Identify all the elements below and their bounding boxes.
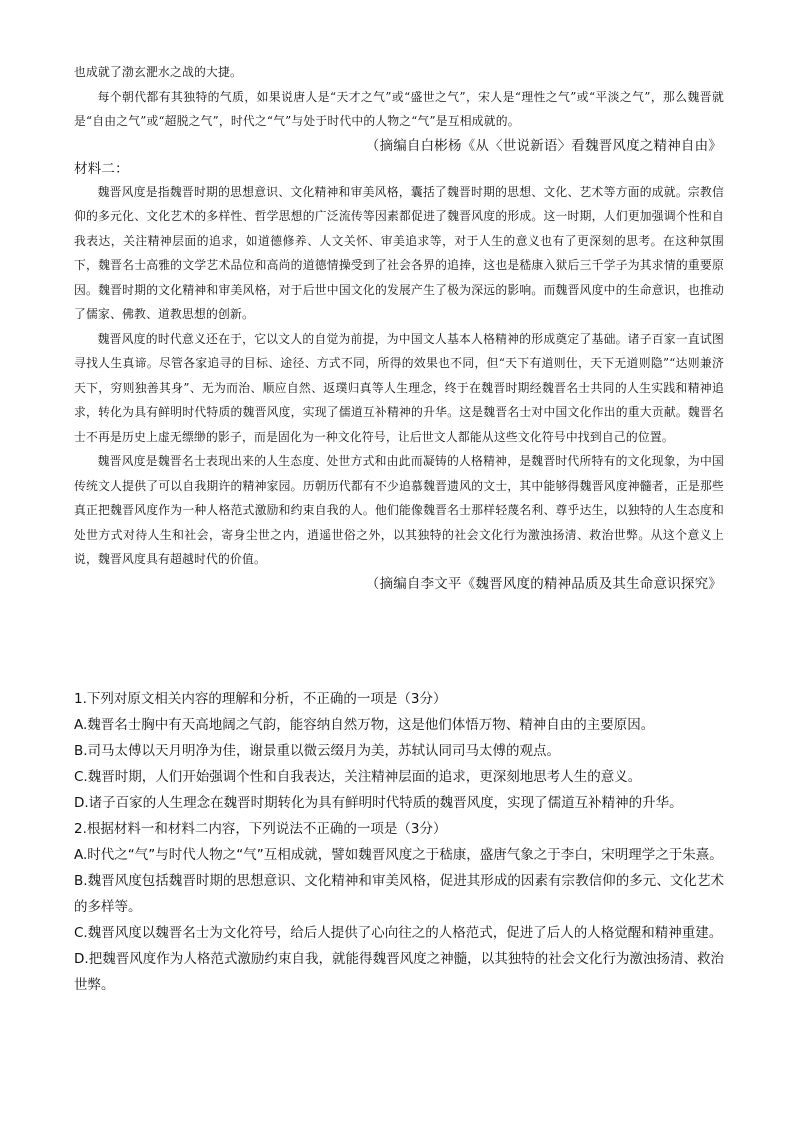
option-d: D.把魏晋风度作为人格范式激励约束自我，就能得魏晋风度之神髓，以其独特的社会文化行为激浊扬清、救治世弊。 [74, 951, 724, 993]
option-b: B.魏晋风度包括魏晋时期的思想意识、文化精神和审美风格，促进其形成的因素有宗教信仰的多元、文化艺术的多样等。 [74, 873, 724, 915]
source-citation: （摘编自白彬杨《从〈世说新语〉看魏晋风度之精神自由》 [365, 137, 722, 154]
reading-passage [74, 60, 724, 596]
option-a: A.时代之“气”与时代人物之“气”互相成就，譬如魏晋风度之于嵇康，盛唐气象之于李白，宋明理学之于朱熹。 [74, 847, 723, 863]
option-b: B.司马太傅以天月明净为佳，谢景重以微云缀月为美，苏轼认同司马太傅的观点。 [74, 743, 561, 759]
paragraph-continuation: 也成就了渤玄淝水之战的大捷。 [74, 65, 242, 79]
question-stem: 2.根据材料一和材料二内容，下列说法不正确的一项是（3分） [74, 821, 447, 837]
paragraph: 魏晋风度是魏晋名士表现出来的人生态度、处世方式和由此而凝铸的人格精神，是魏晋时代所特有的文化现象，为中国传统文人提供了可以自我期许的精神家园。历朝历代都有不少追慕魏晋遗风的文士，其中能够得魏晋风度神髓者，正是那些真正把魏晋风度作为一种人格范式激励和约束自我的人。他们能像魏晋名士那样轻蔑名利、尊乎达生，以独特的人生态度和处世方式对待人生和社会，寄身尘世之内，逍遥世俗之外，以其独特的社会文化行为激浊扬清、救治世弊。从这个意义上说，魏晋风度具有超越时代的价值。 [74, 454, 724, 566]
paragraph: 魏晋风度是指魏晋时期的思想意识、文化精神和审美风格，囊括了魏晋时期的思想、文化、艺术等方面的成就。宗教信仰的多元化、文化艺术的多样性、哲学思想的广泛流传等因素都促进了魏晋风度的形成。这一时期，人们更加强调个性和自我表达，关注精神层面的追求，如道德修养、人文关怀、审美追求等，对于人生的意义也有了更深刻的思考。在这种氛围下，魏晋名士高雅的文学艺术品位和高尚的道德情操受到了社会各界的追捧，这也是嵇康入狱后三千学子为其求情的重要原因。魏晋时期的文化精神和审美风格，对于后世中国文化的发展产生了极为深远的影响。而魏晋风度中的生命意识，也推动了儒家、佛教、道教思想的创新。 [74, 184, 724, 321]
source-citation: （摘编自李文平《魏晋风度的精神品质及其生命意识探究》 [365, 575, 722, 592]
paragraph: 魏晋风度的时代意义还在于，它以文人的自觉为前提，为中国文人基本人格精神的形成奠定了基础。诸子百家一直试图寻找人生真谛。尽管各家追寻的目标、途径、方式不同，所得的效果也不同，但“天下有道则仕，天下无道则隐”“达则兼济天下，穷则独善其身”、无为而治、顺应自然、返璞归真等人生理念，终于在魏晋时期经魏晋名士共同的人生实践和精神追求，转化为具有鲜明时代特质的魏晋风度，实现了儒道互补精神的升华。这是魏晋名士对中国文化作出的重大贡献。魏晋名士不再是历史上虚无缥缈的影子，而是固化为一种文化符号，让后世文人都能从这些文化符号中找到自己的位置。 [74, 331, 724, 444]
option-d: D.诸子百家的人生理念在魏晋时期转化为具有鲜明时代特质的魏晋风度，实现了儒道互补精神的升华。 [74, 795, 683, 811]
option-a: A.魏晋名士胸中有天高地阔之气韵，能容纳自然万物，这是他们体悟万物、精神自由的主要原因。 [74, 717, 655, 733]
option-c: C.魏晋时期，人们开始强调个性和自我表达，关注精神层面的追求，更深刻地思考人生的意义。 [74, 769, 642, 785]
option-c: C.魏晋风度以魏晋名士为文化符号，给后人提供了心向往之的人格范式，促进了后人的人格觉醒和精神重建。 [74, 925, 723, 941]
question-stem: 1.下列对原文相关内容的理解和分析，不正确的一项是（3分） [74, 691, 447, 707]
question-section [74, 686, 724, 998]
material-label: 材料二： [74, 160, 129, 177]
paragraph: 每个朝代都有其独特的气质，如果说唐人是“天才之气”或“盛世之气”，宋人是“理性之气”或“平淡之气”，那么魏晋就是“自由之气”或“超脱之气”，时代之“气”与处于时代中的人物之“气”是互相成就的。 [74, 89, 724, 128]
